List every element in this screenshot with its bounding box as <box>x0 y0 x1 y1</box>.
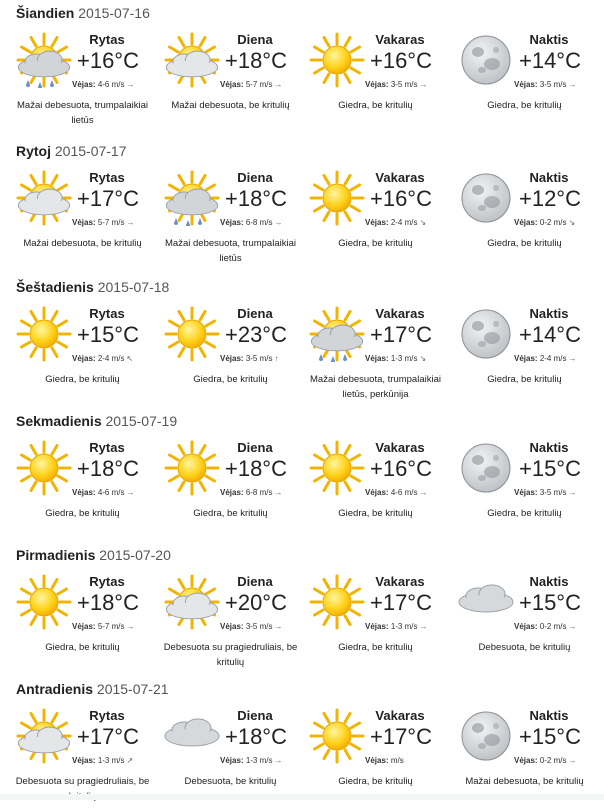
wind-info <box>514 622 576 631</box>
period-label: Rytas <box>89 574 125 589</box>
wind-info <box>220 354 278 363</box>
forecast-slot <box>10 570 155 678</box>
wind-label: Vėjas: <box>365 354 389 363</box>
day-section <box>0 142 604 274</box>
condition-text: Debesuota su pragiedruliais, be kritulių <box>163 642 298 668</box>
wind-label: Vėjas: <box>72 80 96 89</box>
wind-speed: 4-6 m/s <box>390 488 418 497</box>
forecast-slot <box>10 166 155 274</box>
condition-text: Giedra, be kritulių <box>193 374 268 385</box>
wind-label: Vėjas: <box>72 622 96 631</box>
wind-direction-icon: → <box>126 80 135 89</box>
wind-direction-icon: → <box>419 80 428 89</box>
period-label: Vakaras <box>375 440 425 455</box>
sun-icon <box>307 440 367 496</box>
wind-info <box>365 488 427 497</box>
condition-text: Giedra, be kritulių <box>338 508 413 519</box>
period-label: Rytas <box>89 306 125 321</box>
wind-speed: 3-5 m/s <box>390 80 418 89</box>
period-label: Naktis <box>529 440 569 455</box>
cloud-icon <box>456 574 516 630</box>
temperature: +15°C <box>76 322 139 347</box>
period-label: Diena <box>237 306 273 321</box>
wind-speed: 0-2 m/s <box>539 218 567 227</box>
day-name: Šeštadienis <box>16 279 94 295</box>
forecast-slot <box>303 436 448 544</box>
forecast-slot <box>158 166 303 274</box>
sun-icon <box>14 306 74 362</box>
wind-speed: 3-5 m/s <box>539 80 567 89</box>
condition-text: Giedra, be kritulių <box>338 100 413 111</box>
day-title <box>16 278 169 296</box>
day-name: Sekmadienis <box>16 413 102 429</box>
sun-icon <box>162 440 222 496</box>
period-label: Rytas <box>89 708 125 723</box>
day-section <box>0 278 604 410</box>
wind-speed: 6-8 m/s <box>245 218 273 227</box>
forecast-slot <box>10 436 155 544</box>
wind-speed: 5-7 m/s <box>97 218 125 227</box>
wind-direction-icon: ↘ <box>419 354 427 363</box>
day-date: 2015-07-17 <box>54 143 127 159</box>
day-name: Rytoj <box>16 143 51 159</box>
sun-icon <box>14 574 74 630</box>
wind-speed: 6-8 m/s <box>245 488 273 497</box>
condition-text: Giedra, be kritulių <box>193 508 268 519</box>
temperature: +17°C <box>76 724 139 749</box>
period-label: Naktis <box>529 32 569 47</box>
forecast-slot <box>10 302 155 410</box>
footer-bar <box>0 794 604 800</box>
forecast-slot <box>10 28 155 136</box>
wind-info <box>365 622 427 631</box>
forecast-slot <box>303 570 448 678</box>
wind-info <box>514 218 575 227</box>
wind-label: Vėjas: <box>514 218 538 227</box>
wind-speed: 3-5 m/s <box>539 488 567 497</box>
forecast-slot <box>158 436 303 544</box>
wind-label: Vėjas: <box>72 354 96 363</box>
wind-speed: 2-4 m/s <box>97 354 125 363</box>
sun-icon <box>162 306 222 362</box>
temperature: +18°C <box>224 456 287 481</box>
wind-direction-icon: → <box>274 218 283 227</box>
period-label: Naktis <box>529 574 569 589</box>
sun-cloud-icon <box>162 574 222 630</box>
condition-text: Giedra, be kritulių <box>338 776 413 787</box>
wind-direction-icon: ↑ <box>274 354 279 363</box>
condition-text: Giedra, be kritulių <box>487 374 562 385</box>
day-title <box>16 4 150 22</box>
wind-direction-icon: → <box>568 354 577 363</box>
day-name: Pirmadienis <box>16 547 96 563</box>
day-date: 2015-07-20 <box>99 547 171 563</box>
day-date: 2015-07-19 <box>105 413 178 429</box>
condition-text: Giedra, be kritulių <box>45 508 120 519</box>
wind-info <box>365 756 406 765</box>
wind-label: Vėjas: <box>365 622 389 631</box>
period-label: Naktis <box>529 170 569 185</box>
moon-icon <box>456 32 516 88</box>
wind-direction-icon: → <box>126 218 135 227</box>
wind-direction-icon: → <box>568 622 577 631</box>
wind-info <box>220 80 282 89</box>
wind-label: Vėjas: <box>514 354 538 363</box>
forecast-slot <box>303 302 448 410</box>
wind-label: Vėjas: <box>72 756 96 765</box>
wind-speed: 5-7 m/s <box>97 622 125 631</box>
day-title <box>16 680 169 698</box>
condition-text: Mažai debesuota, be kritulių <box>171 100 290 111</box>
day-date: 2015-07-21 <box>96 681 169 697</box>
period-label: Diena <box>237 708 273 723</box>
period-label: Naktis <box>529 306 569 321</box>
wind-label: Vėjas: <box>220 622 244 631</box>
sun-cloud-rain-icon <box>307 306 367 362</box>
temperature: +18°C <box>76 590 139 615</box>
wind-direction-icon: → <box>568 488 577 497</box>
forecast-slot <box>452 570 597 678</box>
condition-text: Mažai debesuota, be kritulių <box>465 776 584 787</box>
wind-direction-icon: → <box>419 488 428 497</box>
forecast-slot <box>158 28 303 136</box>
day-name: Antradienis <box>16 681 94 697</box>
period-label: Vakaras <box>375 708 425 723</box>
wind-direction-icon: ↖ <box>126 354 134 363</box>
day-section <box>0 4 604 136</box>
sun-cloud-icon <box>14 708 74 764</box>
day-date: 2015-07-18 <box>97 279 170 295</box>
forecast-slot <box>452 436 597 544</box>
wind-speed: 1-3 m/s <box>245 756 273 765</box>
period-label: Rytas <box>89 170 125 185</box>
wind-label: Vėjas: <box>514 80 538 89</box>
day-section <box>0 680 604 812</box>
period-label: Rytas <box>89 440 125 455</box>
wind-direction-icon: ↘ <box>419 218 427 227</box>
wind-direction-icon: → <box>274 622 283 631</box>
condition-text: Giedra, be kritulių <box>45 642 120 653</box>
wind-direction-icon: → <box>126 488 135 497</box>
forecast-slot <box>452 28 597 136</box>
wind-label: Vėjas: <box>514 622 538 631</box>
period-label: Vakaras <box>375 170 425 185</box>
period-label: Naktis <box>529 708 569 723</box>
period-label: Vakaras <box>375 32 425 47</box>
condition-text: Giedra, be kritulių <box>338 642 413 653</box>
wind-speed: 4-6 m/s <box>97 80 125 89</box>
wind-info <box>365 218 426 227</box>
day-section <box>0 412 604 544</box>
forecast-slot <box>303 166 448 274</box>
wind-speed: 1-3 m/s <box>390 354 418 363</box>
temperature: +18°C <box>224 186 287 211</box>
wind-info <box>514 80 576 89</box>
forecast-slot <box>452 302 597 410</box>
wind-info <box>514 354 576 363</box>
day-title <box>16 412 177 430</box>
wind-direction-icon: → <box>568 80 577 89</box>
period-label: Vakaras <box>375 306 425 321</box>
wind-direction-icon: → <box>274 80 283 89</box>
condition-text: Giedra, be kritulių <box>487 100 562 111</box>
period-label: Diena <box>237 574 273 589</box>
wind-label: Vėjas: <box>365 218 389 227</box>
temperature: +16°C <box>369 48 432 73</box>
period-label: Diena <box>237 32 273 47</box>
moon-icon <box>456 170 516 226</box>
wind-speed: 1-3 m/s <box>97 756 125 765</box>
temperature: +18°C <box>76 456 139 481</box>
period-label: Rytas <box>89 32 125 47</box>
wind-info <box>514 488 576 497</box>
day-title <box>16 142 127 160</box>
wind-speed: m/s <box>390 756 404 765</box>
wind-direction-icon: → <box>126 622 135 631</box>
day-title <box>16 546 171 564</box>
wind-info <box>72 218 134 227</box>
condition-text: Mažai debesuota, trumpalaikiai lietūs, perkūnija <box>310 374 441 400</box>
wind-direction-icon: → <box>419 622 428 631</box>
wind-label: Vėjas: <box>514 756 538 765</box>
wind-label: Vėjas: <box>365 488 389 497</box>
forecast-slot <box>303 28 448 136</box>
wind-info <box>72 488 134 497</box>
wind-label: Vėjas: <box>220 354 244 363</box>
condition-text: Mažai debesuota, be kritulių <box>23 238 142 249</box>
forecast-slot <box>158 570 303 678</box>
wind-info <box>72 622 134 631</box>
day-section <box>0 546 604 678</box>
temperature: +15°C <box>518 590 581 615</box>
temperature: +16°C <box>76 48 139 73</box>
sun-cloud-rain-icon <box>14 32 74 88</box>
temperature: +12°C <box>518 186 581 211</box>
wind-label: Vėjas: <box>220 756 244 765</box>
temperature: +16°C <box>369 186 432 211</box>
sun-icon <box>307 708 367 764</box>
wind-info <box>72 354 133 363</box>
temperature: +18°C <box>224 48 287 73</box>
period-label: Diena <box>237 440 273 455</box>
temperature: +14°C <box>518 322 581 347</box>
period-label: Vakaras <box>375 574 425 589</box>
wind-label: Vėjas: <box>72 488 96 497</box>
temperature: +17°C <box>369 724 432 749</box>
wind-info <box>220 218 282 227</box>
wind-speed: 0-2 m/s <box>539 622 567 631</box>
forecast-slot <box>452 166 597 274</box>
wind-label: Vėjas: <box>365 80 389 89</box>
moon-icon <box>456 306 516 362</box>
sun-cloud-icon <box>14 170 74 226</box>
condition-text: Mažai debesuota, trumpalaikiai lietūs <box>17 100 148 126</box>
condition-text: Giedra, be kritulių <box>45 374 120 385</box>
wind-label: Vėjas: <box>220 80 244 89</box>
temperature: +18°C <box>224 724 287 749</box>
sun-cloud-icon <box>162 32 222 88</box>
day-name: Šiandien <box>16 5 75 21</box>
wind-speed: 2-4 m/s <box>539 354 567 363</box>
wind-speed: 1-3 m/s <box>390 622 418 631</box>
condition-text: Giedra, be kritulių <box>487 508 562 519</box>
temperature: +17°C <box>369 590 432 615</box>
wind-info <box>365 354 426 363</box>
wind-speed: 3-5 m/s <box>245 354 273 363</box>
wind-speed: 5-7 m/s <box>245 80 273 89</box>
temperature: +23°C <box>224 322 287 347</box>
wind-info <box>72 756 133 765</box>
cloud-icon <box>162 708 222 764</box>
sun-cloud-rain-icon <box>162 170 222 226</box>
temperature: +15°C <box>518 724 581 749</box>
wind-speed: 4-6 m/s <box>97 488 125 497</box>
temperature: +15°C <box>518 456 581 481</box>
wind-label: Vėjas: <box>220 488 244 497</box>
wind-speed: 2-4 m/s <box>390 218 418 227</box>
period-label: Diena <box>237 170 273 185</box>
temperature: +20°C <box>224 590 287 615</box>
condition-text: Giedra, be kritulių <box>487 238 562 249</box>
temperature: +17°C <box>369 322 432 347</box>
wind-direction-icon: ↘ <box>568 218 576 227</box>
wind-label: Vėjas: <box>220 218 244 227</box>
day-date: 2015-07-16 <box>78 5 150 21</box>
condition-text: Debesuota, be kritulių <box>478 642 571 653</box>
wind-direction-icon: → <box>274 756 283 765</box>
forecast-slot <box>158 302 303 410</box>
wind-info <box>220 756 282 765</box>
wind-direction-icon: → <box>274 488 283 497</box>
condition-text: Debesuota su pragiedruliais, be <box>15 776 150 787</box>
temperature: +17°C <box>76 186 139 211</box>
condition-text: Giedra, be kritulių <box>338 238 413 249</box>
wind-info <box>220 488 282 497</box>
sun-icon <box>307 32 367 88</box>
sun-icon <box>14 440 74 496</box>
moon-icon <box>456 708 516 764</box>
condition-text: Mažai debesuota, trumpalaikiai lietūs <box>165 238 296 264</box>
wind-speed: 0-2 m/s <box>539 756 567 765</box>
sun-icon <box>307 170 367 226</box>
wind-info <box>220 622 282 631</box>
wind-direction-icon: ↗ <box>126 756 134 765</box>
wind-speed: 3-5 m/s <box>245 622 273 631</box>
temperature: +16°C <box>369 456 432 481</box>
wind-info <box>72 80 134 89</box>
wind-direction-icon: → <box>568 756 577 765</box>
condition-text: Debesuota, be kritulių <box>184 776 277 787</box>
wind-info <box>365 80 427 89</box>
temperature: +14°C <box>518 48 581 73</box>
moon-icon <box>456 440 516 496</box>
wind-label: Vėjas: <box>365 756 389 765</box>
wind-label: Vėjas: <box>514 488 538 497</box>
sun-icon <box>307 574 367 630</box>
wind-info <box>514 756 576 765</box>
wind-label: Vėjas: <box>72 218 96 227</box>
